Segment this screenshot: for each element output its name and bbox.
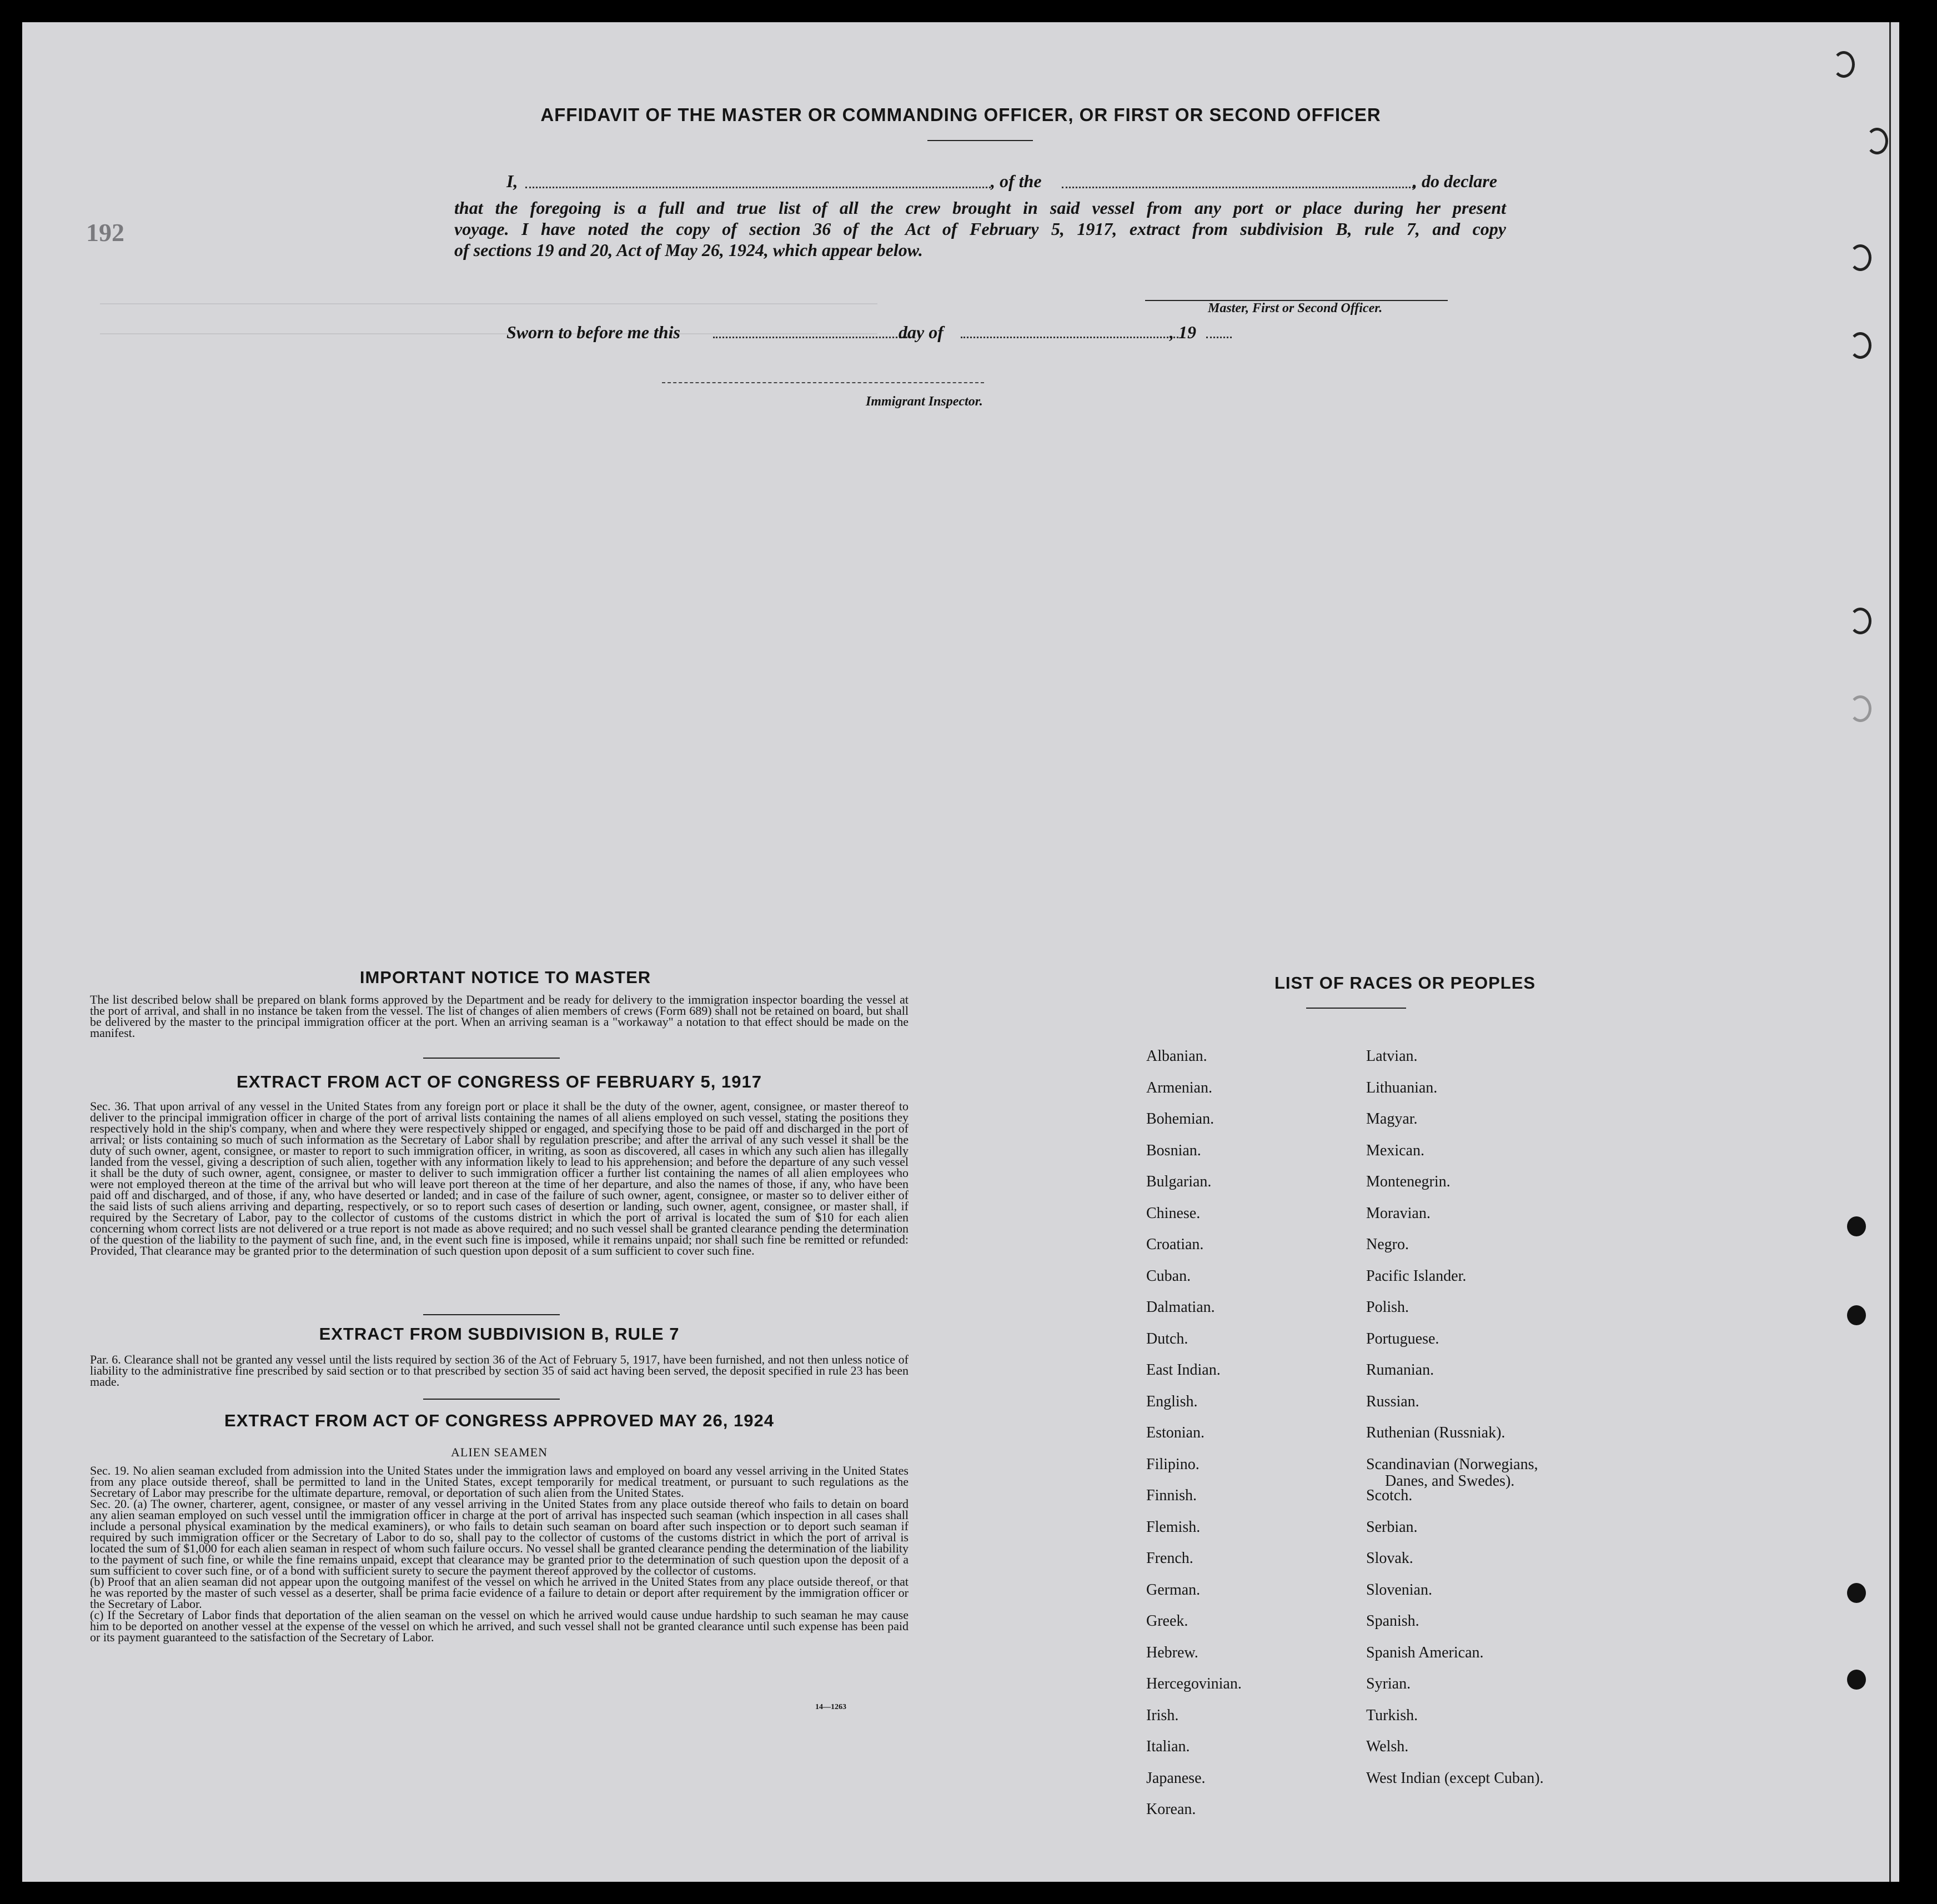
race-item: Mexican. (1366, 1141, 1424, 1159)
race-item: Rumanian. (1366, 1361, 1434, 1379)
race-item: Turkish. (1366, 1706, 1418, 1724)
bleed-through-line (100, 303, 877, 304)
race-item: Slovenian. (1366, 1581, 1432, 1599)
binder-hole (1849, 695, 1871, 722)
form-number: 14—1263 (815, 1703, 846, 1711)
race-item: Magyar. (1366, 1110, 1418, 1128)
extract-1917-title: EXTRACT FROM ACT OF CONGRESS OF FEBRUARY 5, 1917 (237, 1072, 762, 1091)
binder-hole (1833, 51, 1855, 78)
race-item: Bulgarian. (1146, 1173, 1212, 1190)
affidavit-declare: , do declare (1413, 171, 1497, 191)
inspector-label: Immigrant Inspector. (866, 394, 983, 409)
races-title: LIST OF RACES OR PEOPLES (1274, 973, 1536, 993)
sworn-label: Sworn to before me this (506, 322, 680, 342)
day-of-label: day of (899, 322, 944, 342)
race-item: Filipino. (1146, 1455, 1200, 1473)
race-item: Bosnian. (1146, 1141, 1201, 1159)
binder-hole (1847, 1305, 1866, 1325)
race-item: Danes, and Swedes). (1385, 1472, 1515, 1490)
race-item: Estonian. (1146, 1424, 1205, 1441)
extract-1917-body: Sec. 36. That upon arrival of any vessel in the United States from any foreign port or place it shall be the duty of the owner, agent, consignee, or master thereof to deliver to the principal immigration officer in charge of the port of arrival lists containing the names of all aliens employed on such vessel, stating the positions they respectively hold in the ship's company, when and where they were respectively shipped or engaged, and specifying those to be paid off and discharged in the port of arrival; or lists containing so much of such information as the Secretary of Labor shall by regulation prescribe; and after the arrival of any such vessel it shall be the duty of such owner, agent, consignee, or master to report to such immigration officer, in writing, as soon as discovered, all cases in which any such alien has illegally landed from the vessel, giving a description of such alien, together with any information likely to lead to his apprehension; and before the departure of any such vessel it shall be the duty of such owner, agent, consignee, or master to deliver to such immigration officer a further list containing the names of all alien employees who were not employed thereon at the time of the arrival but who will leave port thereon at the time of her departure, and also the names of those, if any, who have been paid off and discharged, and of those, if any, who have deserted or landed; and in case of the failure of such owner, agent, consignee, or master so to deliver either of the said lists of such aliens arriving and departing, respectively, or so to report such cases of desertion or landing, such owner, agent, consignee, or master shall, if required by the Secretary of Labor, pay to the collector of customs of the customs district in which the port of arrival is located the sum of $10 for each alien concerning whom correct lists are not delivered or a true report is not made as above required; and no such vessel shall be granted clearance pending the determination of the question of the liability to the payment of such fine, and, in the event such fine is imposed, while it remains unpaid; nor shall such fine be remitted or refunded: Provided, That clearance may be granted prior to the determination of such question upon deposit of a sum sufficient to cover such fine. (90, 1099, 909, 1257)
race-item: Greek. (1146, 1612, 1188, 1630)
section-divider (423, 1314, 560, 1315)
race-item: Montenegrin. (1366, 1173, 1451, 1190)
section-divider (423, 1399, 560, 1400)
race-item: French. (1146, 1550, 1193, 1567)
inspector-signature-line[interactable] (662, 382, 984, 383)
binder-hole (1847, 1670, 1866, 1690)
binder-hole (1849, 608, 1871, 634)
year-label: , 19 (1170, 322, 1196, 342)
section-20a: Sec. 20. (a) The owner, charterer, agent, consignee, or master of any vessel arriving in the United States from any place outside thereof who fails to detain on board any alien seaman employed on such vessel until the immigration officer in charge at the port of arrival has inspected such seaman (which inspection in all cases shall include a personal physical examination by the medical examiners), or who fails to detain such seaman on board after such inspection or to deport such seaman if required by such immigration officer or the Secretary of Labor to do so, shall pay to the collector of customs of the customs district in which the port of arrival is located the sum of $1,000 for each alien seaman in respect of whom such failure occurs. No vessel shall be granted clearance pending the determination of the liability to the payment of such fine, or while the fine remains unpaid, except that clearance may be granted prior to the determination of such question upon the deposit of a sum sufficient to cover such fine, or of a bond with sufficient surety to secure the payment thereof approved by the collector of customs. (90, 1497, 909, 1577)
race-item: English. (1146, 1392, 1198, 1410)
race-item: Dalmatian. (1146, 1299, 1215, 1316)
race-item: Polish. (1366, 1299, 1409, 1316)
sworn-year-field[interactable] (1206, 337, 1232, 338)
master-name-field[interactable] (525, 187, 991, 188)
margin-number: 192 (86, 218, 124, 247)
affidavit-line-4: of sections 19 and 20, Act of May 26, 1924, which appear below. (454, 240, 923, 260)
race-item: German. (1146, 1581, 1201, 1599)
race-item: Cuban. (1146, 1267, 1191, 1285)
race-item: Russian. (1366, 1392, 1419, 1410)
race-item: West Indian (except Cuban). (1366, 1769, 1544, 1787)
affidavit-i-label: I, (506, 171, 518, 191)
race-item: Syrian. (1366, 1675, 1411, 1692)
race-item: Slovak. (1366, 1550, 1413, 1567)
race-item: Bohemian. (1146, 1110, 1215, 1128)
vessel-name-field[interactable] (1062, 187, 1414, 188)
notice-title: IMPORTANT NOTICE TO MASTER (359, 968, 651, 987)
section-20b: (b) Proof that an alien seaman did not appear upon the outgoing manifest of the vessel on which he arrived in the United States from any place outside thereof, or that he was reported by the master of such vessel as a deserter, shall be prima facie evidence of a failure to detain or deport after requirement by the immigration officer or the Secretary of Labor. (90, 1575, 909, 1611)
extract-rule7-body: Par. 6. Clearance shall not be granted any vessel until the lists required by section 36 of the Act of February 5, 1917, have been furnished, and not then unless notice of liability to the administrative fine prescribed by said section or to that prescribed by section 35 of said act having been served, the deposit specified in rule 23 has been made. (90, 1352, 909, 1389)
binder-hole (1847, 1583, 1866, 1603)
binder-hole (1847, 1216, 1866, 1236)
race-item: Finnish. (1146, 1487, 1197, 1504)
extract-rule7-title: EXTRACT FROM SUBDIVISION B, RULE 7 (319, 1324, 680, 1344)
binder-hole (1849, 332, 1871, 359)
race-item: Spanish American. (1366, 1644, 1484, 1661)
extract-1924-body (90, 1465, 909, 1643)
extract-1924-title: EXTRACT FROM ACT OF CONGRESS APPROVED MAY 26, 1924 (224, 1411, 774, 1430)
race-item: Japanese. (1146, 1769, 1206, 1787)
master-signature-label: Master, First or Second Officer. (1208, 301, 1383, 315)
race-item: Scotch. (1366, 1487, 1413, 1504)
notice-body: The list described below shall be prepared on blank forms approved by the Department and be ready for delivery to the immigration inspector boarding the vessel at the port of arrival, and shall in no instance be taken from the vessel. The list of changes of alien members of crews (Form 689) shall not be retained on board, but shall be delivered by the master to the principal immigration officer at the port. When an arriving seaman is a "workaway" a notation to that effect should be made on the manifest. (90, 993, 909, 1040)
extract-1924-subtitle: ALIEN SEAMEN (451, 1445, 548, 1459)
race-item: Albanian. (1146, 1048, 1207, 1065)
binder-hole (1849, 244, 1871, 271)
race-item: Negro. (1366, 1236, 1409, 1253)
sworn-day-field[interactable] (713, 337, 907, 338)
race-item: Italian. (1146, 1738, 1190, 1755)
section-divider (423, 1058, 560, 1059)
race-item: Ruthenian (Russniak). (1366, 1424, 1506, 1441)
section-20c: (c) If the Secretary of Labor finds that deportation of the alien seaman on the vessel on which he arrived would cause undue hardship to such seaman he may cause him to be deported on another vessel at the expense of the vessel on which he arrived, and such vessel shall not be granted clearance until such expense has been paid or its payment guaranteed to the satisfaction of the Secretary of Labor. (90, 1608, 909, 1644)
race-item: Chinese. (1146, 1204, 1201, 1222)
race-item: East Indian. (1146, 1361, 1221, 1379)
race-item: Spanish. (1366, 1612, 1419, 1630)
race-item: Irish. (1146, 1706, 1179, 1724)
race-item: Dutch. (1146, 1330, 1188, 1347)
race-item: Pacific Islander. (1366, 1267, 1467, 1285)
section-19: Sec. 19. No alien seaman excluded from admission into the United States under the immigration laws and employed on board any vessel arriving in the United States from any place outside thereof, shall be permitted to land in the United States, except temporarily for medical treatment, or pursuant to such regulations as the Secretary of Labor may prescribe for the ultimate departure, removal, or deportation of such alien from the United States. (90, 1464, 909, 1500)
race-item: Korean. (1146, 1801, 1196, 1818)
race-item: Latvian. (1366, 1048, 1418, 1065)
race-item: Moravian. (1366, 1204, 1431, 1222)
race-item: Flemish. (1146, 1518, 1201, 1536)
race-item: Serbian. (1366, 1518, 1418, 1536)
race-item: Scandinavian (Norwegians, (1366, 1455, 1538, 1473)
binder-hole (1866, 128, 1888, 154)
sworn-month-field[interactable] (961, 337, 1178, 338)
race-item: Portuguese. (1366, 1330, 1439, 1347)
races-title-rule (1306, 1008, 1406, 1009)
affidavit-line-2: that the foregoing is a full and true list of all the crew brought in said vessel from any port or place during her present (454, 198, 1506, 218)
document-page (22, 22, 1899, 1882)
race-item: Welsh. (1366, 1738, 1409, 1755)
affidavit-title: AFFIDAVIT OF THE MASTER OR COMMANDING OFFICER, OR FIRST OR SECOND OFFICER (540, 104, 1381, 125)
race-item: Hebrew. (1146, 1644, 1198, 1661)
page-edge-line (1889, 22, 1891, 1882)
race-item: Armenian. (1146, 1079, 1212, 1096)
race-item: Hercegovinian. (1146, 1675, 1242, 1692)
affidavit-line-3: voyage. I have noted the copy of section 36 of the Act of February 5, 1917, extract from subdivision B, rule 7, and copy (454, 219, 1506, 239)
race-item: Croatian. (1146, 1236, 1204, 1253)
bleed-through-line (100, 333, 877, 334)
race-item: Lithuanian. (1366, 1079, 1438, 1096)
title-rule (927, 140, 1033, 141)
affidavit-of-the: , of the (991, 171, 1042, 191)
